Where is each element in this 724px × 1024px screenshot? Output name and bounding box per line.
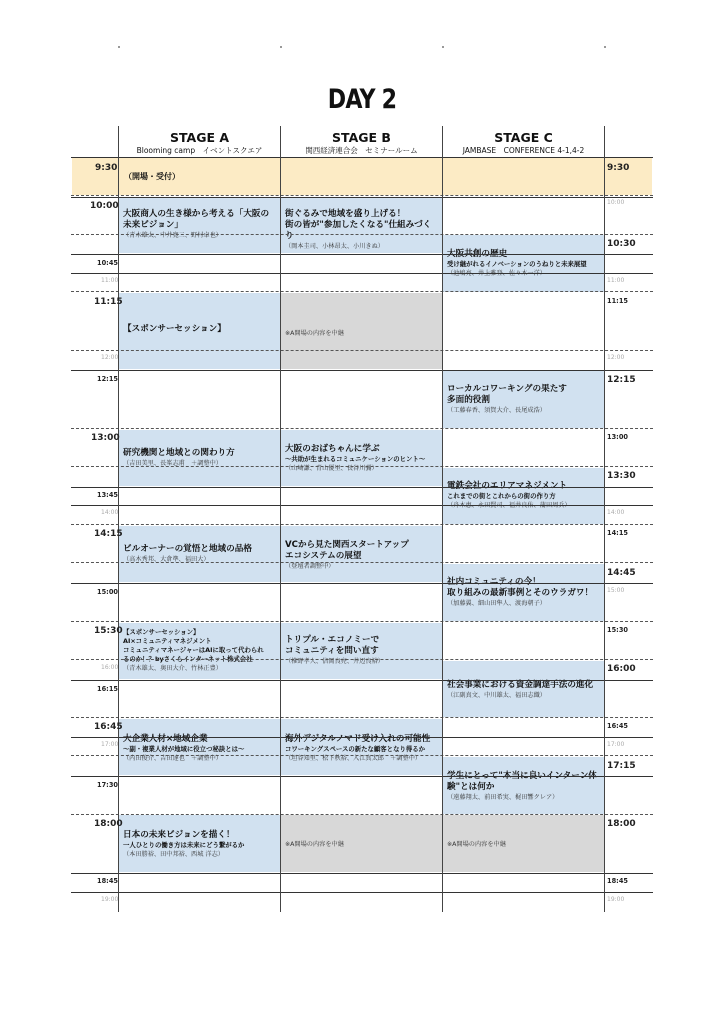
stage-name: STAGE B <box>332 130 391 145</box>
stage-a-session-6[interactable] <box>119 719 280 775</box>
page-dot <box>604 46 606 48</box>
stage-a-header <box>119 131 280 156</box>
session-speakers: （舟木恵、永田賢司、福井良佑、蒲田周兵） <box>447 502 571 509</box>
grid-line <box>71 524 653 525</box>
session-title: 海外デジタルノマド受け入れの可能性 <box>285 734 431 744</box>
session-title: ローカルコワーキングの果たす 多面的役割 <box>447 384 567 405</box>
grid-line <box>71 873 653 874</box>
time-label-right: 16:00 <box>607 664 636 674</box>
time-label-right: 16:45 <box>607 722 628 730</box>
stage-c-relay <box>443 815 604 872</box>
session-speakers: （山崎謙、青山優里、長谷川彌） <box>285 465 378 472</box>
grid-line <box>71 737 653 738</box>
time-label-left: 19:00 <box>101 896 119 903</box>
stage-b-session-5[interactable] <box>281 719 442 775</box>
grid-line <box>71 197 653 198</box>
session-subtitle: 【スポンサーセッション】 AI×コミュニティマネジメント コミュニティマネージャーはAIに取って代わられ るのか！？byさくらインターネット株式会社 <box>123 628 264 663</box>
grid-line <box>71 583 653 584</box>
stage-venue: JAMBASE CONFERENCE 4-1,4-2 <box>462 146 585 155</box>
stage-venue: Blooming camp イベントスクエア <box>136 146 263 155</box>
session-speakers: （池嶋亮、井上雅登、佐々木一洋） <box>447 270 546 277</box>
session-speakers: （岡本圭司、小林昂太、小川きぬ） <box>285 243 384 250</box>
stage-c-session-5[interactable] <box>443 661 604 717</box>
time-label-right: 14:45 <box>607 568 636 578</box>
time-label-right: 15:00 <box>607 587 625 594</box>
grid-line <box>71 428 653 429</box>
time-label-right: 12:00 <box>607 354 625 361</box>
grid-line <box>71 291 653 292</box>
stage-c-header <box>443 131 604 156</box>
grid-line <box>71 350 653 351</box>
session-subtitle: これまでの街とこれからの街の作り方 <box>447 492 556 500</box>
session-subtitle: 受け継がれるイノベーションのうねりと未来展望 <box>447 260 587 268</box>
time-label-left: 12:00 <box>101 354 119 361</box>
relay-note: ※A開場の内容を中継 <box>285 330 344 337</box>
stage-b-relay-2 <box>281 815 442 872</box>
session-title: 大企業人材×地域企業 <box>123 734 208 744</box>
session-speakers: （江副真文、中川雄太、福田志織） <box>447 692 546 699</box>
session-speakers: （登壇者調整中） <box>285 563 335 570</box>
stage-c-session-2[interactable] <box>443 371 604 428</box>
time-label-left: 9:30 <box>95 163 118 173</box>
page-dot <box>280 46 282 48</box>
session-speakers: （椎野孝人、信岡良亮、井辺良裕） <box>285 658 384 665</box>
time-label-right: 18:45 <box>607 877 628 885</box>
session-speakers: （高木秀邦、大倉準、福田大） <box>123 556 210 563</box>
time-label-right: 10:30 <box>607 239 636 249</box>
time-label-left: 15:00 <box>97 588 118 596</box>
time-label-left: 18:45 <box>97 877 118 885</box>
time-label-right: 14:00 <box>607 509 625 516</box>
stage-b-session-4[interactable] <box>281 623 442 679</box>
time-label-left: 16:00 <box>101 664 119 671</box>
stage-b-relay-1 <box>281 293 442 369</box>
column-divider <box>442 126 443 912</box>
session-speakers: （坦谷知里、松下秋裕、入江真太郎 ＋調整中） <box>285 755 422 762</box>
time-label-left: 13:00 <box>91 433 120 443</box>
stage-b-header <box>281 131 442 156</box>
time-label-right: 13:00 <box>607 433 628 441</box>
session-subtitle: 〜共助が生まれるコミュニケーションのヒント〜 <box>285 455 426 463</box>
stage-name: STAGE C <box>494 130 553 145</box>
session-speakers: （加藤翼、細山田隼人、渡海朝子） <box>447 600 546 607</box>
time-label-left: 17:30 <box>97 781 118 789</box>
grid-line <box>71 466 653 467</box>
stage-c-session-1[interactable] <box>443 235 604 292</box>
column-divider <box>118 126 119 912</box>
grid-line <box>71 562 653 563</box>
relay-note: ※A開場の内容を中継 <box>447 841 506 848</box>
session-title: 大阪のおばちゃんに学ぶ <box>285 444 380 454</box>
stage-a-session-2[interactable] <box>119 293 280 369</box>
stage-b-session-1[interactable] <box>281 197 442 253</box>
time-label-right: 18:00 <box>607 819 636 829</box>
relay-note: ※A開場の内容を中継 <box>285 841 344 848</box>
session-speakers: （工藤春香、須賀大介、長尾成浩） <box>447 407 546 414</box>
grid-line <box>71 776 653 777</box>
session-title: 社内コミュニティの今！ 取り組みの最新事例とそのウラガワ！ <box>447 577 594 598</box>
column-divider <box>280 126 281 912</box>
stage-name: STAGE A <box>169 130 230 145</box>
time-label-left: 14:00 <box>101 509 119 516</box>
stage-venue: 関西経済連合会 セミナールーム <box>305 146 418 155</box>
stage-a-session-5[interactable] <box>119 623 280 679</box>
time-label-left: 14:15 <box>94 529 123 539</box>
grid-line <box>71 195 653 196</box>
time-label-right: 11:00 <box>607 277 625 284</box>
time-label-right: 10:00 <box>607 199 625 206</box>
time-label-right: 17:00 <box>607 741 625 748</box>
session-subtitle: 一人ひとりの働き方は未来にどう繋がるか <box>123 841 245 849</box>
stage-b-session-3[interactable] <box>281 526 442 582</box>
time-label-right: 14:15 <box>607 529 628 537</box>
session-title: ビルオーナーの覚悟と地域の品格 <box>123 544 252 554</box>
session-title: 電鉄会社のエリアマネジメント <box>447 481 568 491</box>
opening-label: （開場・受付） <box>124 172 180 181</box>
time-label-left: 16:45 <box>94 722 123 732</box>
session-subtitle: コワーキングスペースの新たな顧客となり得るか <box>285 745 426 753</box>
session-title: 学生にとって"本当に良いインターン体 験"とは何か <box>447 771 597 792</box>
time-label-left: 11:00 <box>101 277 119 284</box>
stage-b-session-2[interactable] <box>281 430 442 486</box>
page-dot <box>442 46 444 48</box>
session-title: VCから見た関西スタートアップ エコシステムの展望 <box>285 540 409 561</box>
grid-line <box>71 234 653 235</box>
stage-c-session-4[interactable] <box>443 564 604 621</box>
session-subtitle: 〜副・複業人材が地域に役立つ秘訣とは〜 <box>123 745 245 753</box>
time-label-right: 12:15 <box>607 375 636 385</box>
session-title: トリプル・エコノミーで コミュニティを問い直す <box>285 635 380 656</box>
time-label-left: 15:30 <box>94 626 123 636</box>
time-label-right: 9:30 <box>607 163 630 173</box>
time-label-left: 11:15 <box>94 297 123 307</box>
session-title: 大阪商人の生き様から考える「大阪の 未来ビジョン」 <box>123 209 270 230</box>
session-speakers: （吉田美里、長峯志甫 ＋調整中） <box>123 460 222 467</box>
time-label-right: 19:00 <box>607 896 625 903</box>
time-label-left: 10:00 <box>90 201 119 211</box>
stage-c-session-6[interactable] <box>443 757 604 814</box>
time-label-left: 18:00 <box>94 819 123 829</box>
session-title: 日本の未来ビジョンを描く！ <box>123 830 235 840</box>
grid-line <box>71 487 653 488</box>
session-speakers: （青木雄太、中井寛二、野村卓也） <box>123 232 222 239</box>
session-speakers: （内田俊介、吉田達也 ＋調整中） <box>123 755 222 762</box>
page-title: DAY 2 <box>327 84 397 115</box>
session-title: 街ぐるみで地域を盛り上げる！ 街の皆が"参加したくなる"仕組みづくり <box>285 209 432 241</box>
column-divider <box>604 126 605 912</box>
grid-line <box>71 254 653 255</box>
session-speakers: （本田勝裕、田中邦裕、西城 洋志） <box>123 851 224 858</box>
stage-a-session-4[interactable] <box>119 526 280 582</box>
stage-a-session-3[interactable] <box>119 430 280 486</box>
grid-line <box>71 370 653 371</box>
session-speakers: （遠藤翔太、前田希実、梶田響クレア） <box>447 794 559 801</box>
grid-line <box>71 680 653 681</box>
session-title: 研究機関と地域との関わり方 <box>123 448 235 458</box>
stage-c-session-3[interactable] <box>443 468 604 524</box>
time-label-left: 10:45 <box>97 259 118 267</box>
session-title: 社会事業における資金調達手法の進化 <box>447 680 594 690</box>
grid-line <box>71 892 653 893</box>
session-title: 大阪共創の歴史 <box>447 249 508 259</box>
grid-line <box>71 505 653 506</box>
time-label-left: 13:45 <box>97 491 118 499</box>
grid-line <box>71 659 653 660</box>
time-label-right: 17:15 <box>607 761 636 771</box>
time-label-right: 11:15 <box>607 297 628 305</box>
session-title: 【スポンサーセッション】 <box>123 324 226 334</box>
page-dot <box>118 46 120 48</box>
time-label-left: 12:15 <box>97 375 118 383</box>
time-label-right: 13:30 <box>607 471 636 481</box>
grid-line <box>71 157 653 158</box>
time-label-right: 15:30 <box>607 626 628 634</box>
grid-line <box>71 717 653 718</box>
time-label-left: 16:15 <box>97 685 118 693</box>
session-speakers: （青木雄太、奥田大介、竹林正豊） <box>123 665 222 672</box>
grid-line <box>71 755 653 756</box>
time-label-left: 17:00 <box>101 741 119 748</box>
stage-a-session-1[interactable] <box>119 197 280 253</box>
grid-line <box>71 273 653 274</box>
grid-line <box>71 814 653 815</box>
grid-line <box>71 621 653 622</box>
stage-a-session-7[interactable] <box>119 815 280 872</box>
